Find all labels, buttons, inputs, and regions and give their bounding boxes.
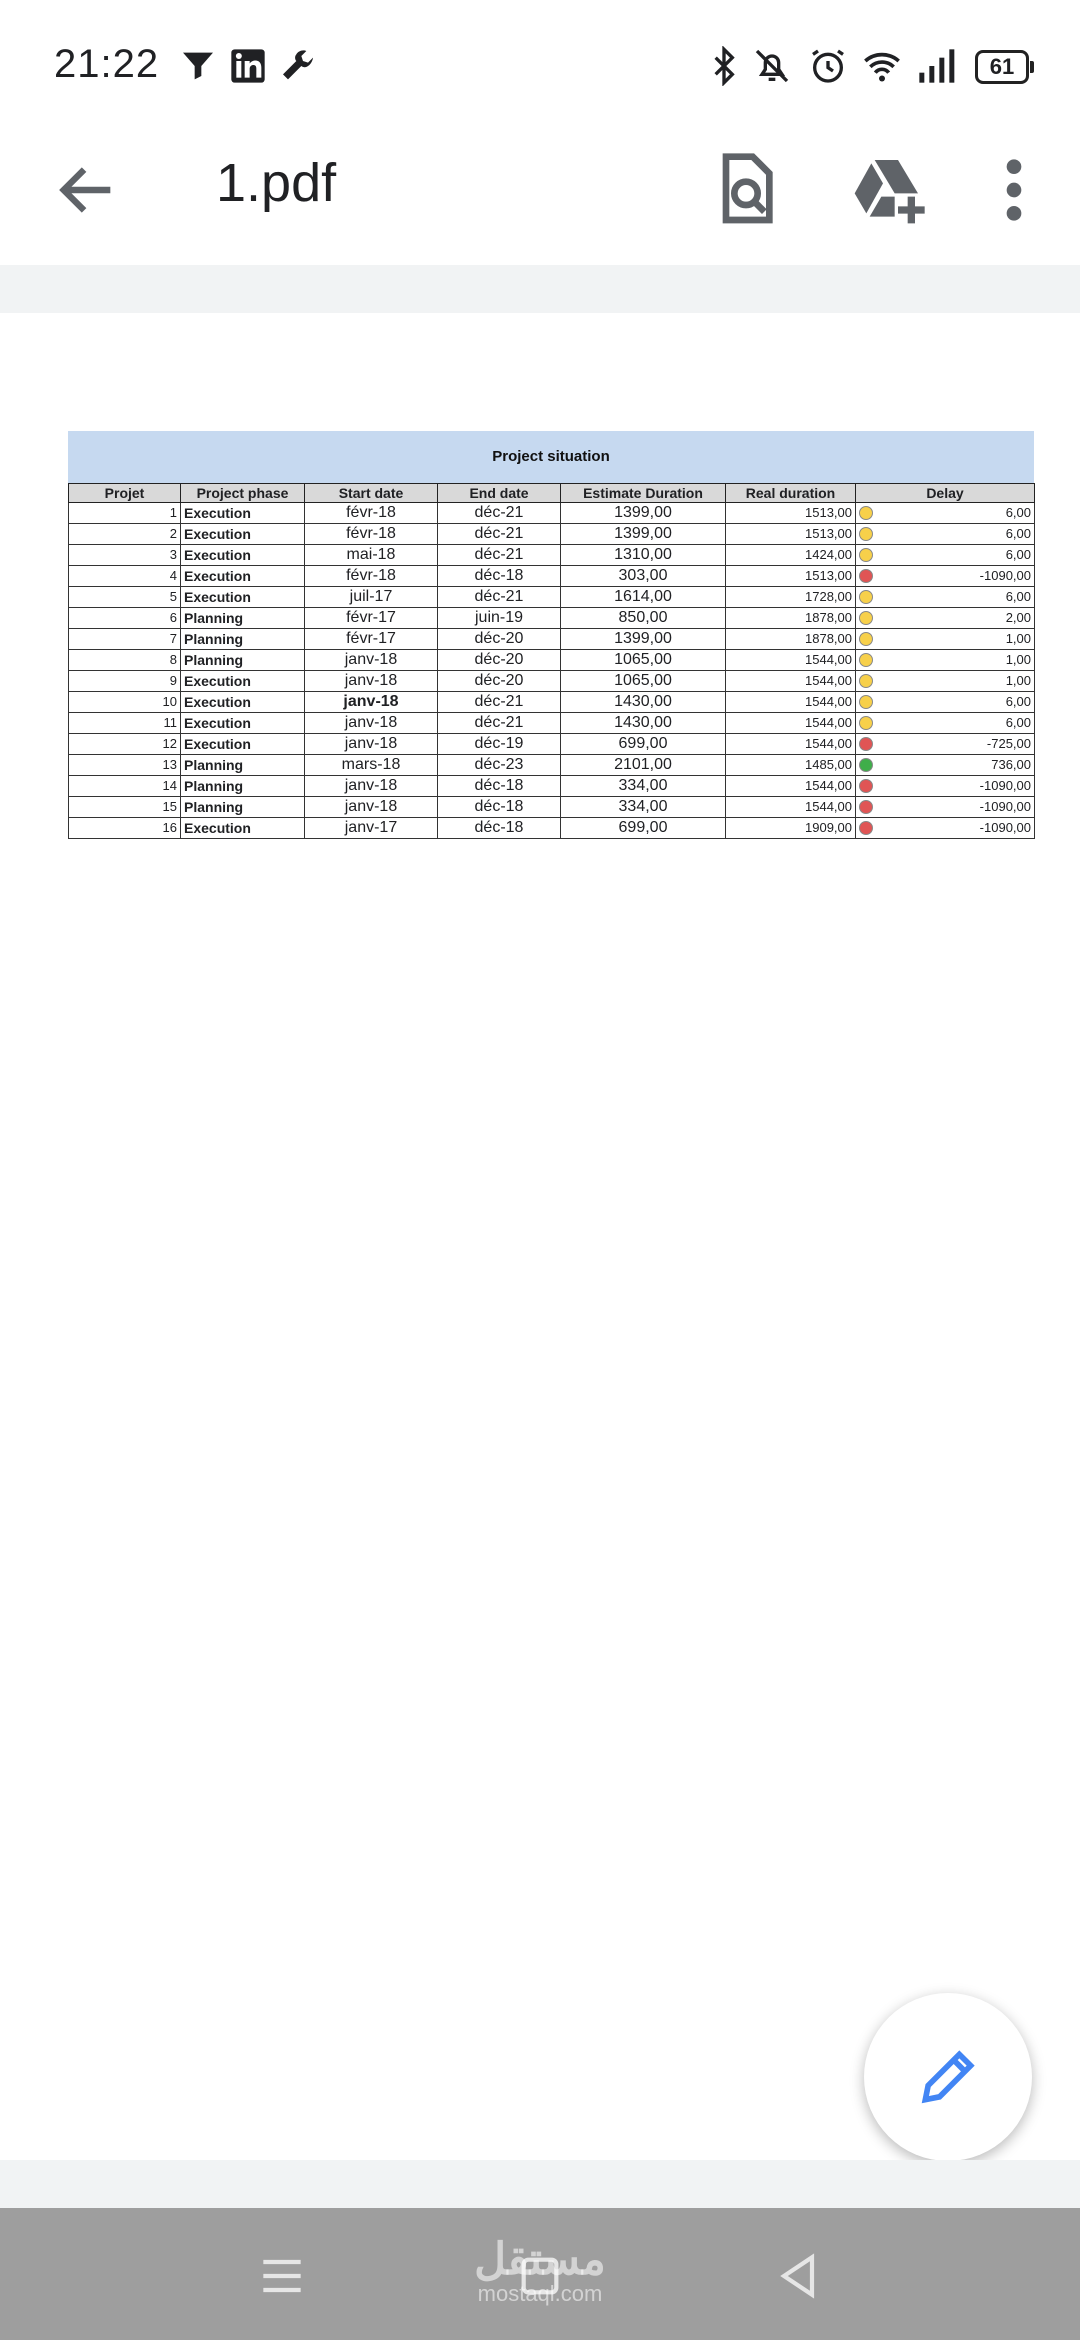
table-row	[69, 734, 1035, 755]
pdf-page	[0, 313, 1080, 2160]
row-delay-cell	[856, 734, 1035, 755]
row-id-cell: 1	[69, 503, 181, 524]
row-real-duration-cell: 1728,00	[726, 587, 856, 608]
col-header-delay: Delay	[856, 484, 1035, 503]
row-phase-cell: Planning	[181, 776, 305, 797]
table-row	[69, 776, 1035, 797]
row-id-cell: 13	[69, 755, 181, 776]
row-id-cell: 11	[69, 713, 181, 734]
row-phase-cell: Planning	[181, 797, 305, 818]
add-to-drive-icon[interactable]	[848, 150, 928, 230]
col-header-phase: Project phase	[181, 484, 305, 503]
row-phase-cell: Execution	[181, 692, 305, 713]
row-phase-cell: Execution	[181, 713, 305, 734]
row-id-cell: 4	[69, 566, 181, 587]
row-phase-cell: Planning	[181, 608, 305, 629]
row-id-cell: 3	[69, 545, 181, 566]
delay-value: 736,00	[991, 757, 1031, 772]
row-real-duration-cell: 1513,00	[726, 503, 856, 524]
row-estimate-cell: 699,00	[561, 818, 726, 839]
row-start-date-cell: janv-18	[305, 671, 438, 692]
status-time: 21:22	[54, 42, 160, 86]
row-estimate-cell: 1065,00	[561, 650, 726, 671]
row-phase-cell: Execution	[181, 524, 305, 545]
row-phase-cell: Execution	[181, 545, 305, 566]
delay-value: 6,00	[1005, 694, 1031, 709]
system-nav-bar	[0, 2208, 1080, 2340]
mostaql-watermark	[470, 2235, 610, 2306]
table-row	[69, 818, 1035, 839]
row-real-duration-cell: 1544,00	[726, 713, 856, 734]
row-start-date-cell: févr-18	[305, 503, 438, 524]
delay-value: 1,00	[1005, 673, 1031, 688]
bluetooth-icon	[704, 46, 744, 86]
row-id-cell: 12	[69, 734, 181, 755]
status-light-icon	[859, 821, 873, 835]
row-end-date-cell: déc-18	[438, 818, 561, 839]
row-end-date-cell: déc-20	[438, 629, 561, 650]
row-delay-cell	[856, 650, 1035, 671]
row-real-duration-cell: 1544,00	[726, 776, 856, 797]
row-end-date-cell: déc-20	[438, 671, 561, 692]
alarm-icon	[808, 46, 848, 86]
delay-value: 1,00	[1005, 652, 1031, 667]
row-phase-cell: Execution	[181, 566, 305, 587]
row-delay-cell	[856, 629, 1035, 650]
row-end-date-cell: déc-21	[438, 503, 561, 524]
row-real-duration-cell: 1878,00	[726, 629, 856, 650]
row-end-date-cell: déc-23	[438, 755, 561, 776]
row-id-cell: 16	[69, 818, 181, 839]
wifi-icon	[862, 46, 902, 86]
row-end-date-cell: déc-18	[438, 797, 561, 818]
row-id-cell: 14	[69, 776, 181, 797]
linkedin-icon	[228, 46, 268, 86]
wrench-icon	[278, 46, 318, 86]
row-start-date-cell: janv-17	[305, 818, 438, 839]
row-end-date-cell: déc-18	[438, 776, 561, 797]
status-light-icon	[859, 695, 873, 709]
row-estimate-cell: 1399,00	[561, 629, 726, 650]
delay-value: 1,00	[1005, 631, 1031, 646]
row-estimate-cell: 1614,00	[561, 587, 726, 608]
menu-icon[interactable]	[254, 2248, 310, 2304]
table-header-row	[69, 484, 1035, 503]
row-id-cell: 2	[69, 524, 181, 545]
status-light-icon	[859, 611, 873, 625]
table-row	[69, 755, 1035, 776]
delay-value: -1090,00	[979, 799, 1031, 814]
row-real-duration-cell: 1544,00	[726, 692, 856, 713]
row-id-cell: 10	[69, 692, 181, 713]
row-delay-cell	[856, 524, 1035, 545]
row-end-date-cell: déc-18	[438, 566, 561, 587]
row-id-cell: 7	[69, 629, 181, 650]
row-delay-cell	[856, 545, 1035, 566]
row-estimate-cell: 850,00	[561, 608, 726, 629]
row-start-date-cell: janv-18	[305, 776, 438, 797]
delay-value: -1090,00	[979, 568, 1031, 583]
row-start-date-cell: févr-17	[305, 608, 438, 629]
row-start-date-cell: mai-18	[305, 545, 438, 566]
col-header-start-date: Start date	[305, 484, 438, 503]
row-delay-cell	[856, 671, 1035, 692]
page-gap-bottom	[0, 2160, 1080, 2208]
row-start-date-cell: janv-18	[305, 692, 438, 713]
row-estimate-cell: 1065,00	[561, 671, 726, 692]
row-estimate-cell: 334,00	[561, 797, 726, 818]
row-id-cell: 8	[69, 650, 181, 671]
back-triangle-icon[interactable]	[770, 2248, 826, 2304]
row-phase-cell: Execution	[181, 671, 305, 692]
row-start-date-cell: févr-17	[305, 629, 438, 650]
delay-value: -725,00	[986, 736, 1031, 751]
row-id-cell: 6	[69, 608, 181, 629]
edit-pencil-icon	[914, 2043, 982, 2111]
delay-value: -1090,00	[979, 778, 1031, 793]
delay-value: 6,00	[1005, 715, 1031, 730]
row-estimate-cell: 699,00	[561, 734, 726, 755]
col-header-end-date: End date	[438, 484, 561, 503]
row-end-date-cell: déc-21	[438, 524, 561, 545]
table-row	[69, 545, 1035, 566]
row-delay-cell	[856, 776, 1035, 797]
row-estimate-cell: 303,00	[561, 566, 726, 587]
status-light-icon	[859, 737, 873, 751]
table-row	[69, 797, 1035, 818]
row-estimate-cell: 2101,00	[561, 755, 726, 776]
status-light-icon	[859, 527, 873, 541]
row-estimate-cell: 1399,00	[561, 503, 726, 524]
delay-value: 2,00	[1005, 610, 1031, 625]
row-end-date-cell: déc-21	[438, 587, 561, 608]
row-phase-cell: Execution	[181, 818, 305, 839]
row-phase-cell: Planning	[181, 629, 305, 650]
row-start-date-cell: janv-18	[305, 734, 438, 755]
search-in-document-icon[interactable]	[706, 150, 786, 230]
status-light-icon	[859, 779, 873, 793]
row-real-duration-cell: 1485,00	[726, 755, 856, 776]
status-light-icon	[859, 548, 873, 562]
back-arrow-icon[interactable]	[52, 155, 122, 225]
row-start-date-cell: févr-18	[305, 524, 438, 545]
watermark-latin: mostaql.com	[477, 2281, 603, 2306]
col-header-estimate-duration: Estimate Duration	[561, 484, 726, 503]
row-end-date-cell: déc-19	[438, 734, 561, 755]
row-delay-cell	[856, 566, 1035, 587]
table-row	[69, 587, 1035, 608]
row-end-date-cell: déc-20	[438, 650, 561, 671]
row-delay-cell	[856, 755, 1035, 776]
row-id-cell: 5	[69, 587, 181, 608]
row-end-date-cell: déc-21	[438, 692, 561, 713]
row-delay-cell	[856, 587, 1035, 608]
row-end-date-cell: juin-19	[438, 608, 561, 629]
status-light-icon	[859, 716, 873, 730]
row-delay-cell	[856, 503, 1035, 524]
filter-icon	[178, 46, 218, 86]
status-light-icon	[859, 506, 873, 520]
row-estimate-cell: 1310,00	[561, 545, 726, 566]
status-light-icon	[859, 800, 873, 814]
row-start-date-cell: juil-17	[305, 587, 438, 608]
row-delay-cell	[856, 713, 1035, 734]
row-real-duration-cell: 1513,00	[726, 524, 856, 545]
table-row	[69, 524, 1035, 545]
status-light-icon	[859, 632, 873, 646]
table-row	[69, 713, 1035, 734]
more-vert-icon[interactable]	[974, 150, 1054, 230]
row-id-cell: 9	[69, 671, 181, 692]
row-real-duration-cell: 1544,00	[726, 797, 856, 818]
row-estimate-cell: 1430,00	[561, 692, 726, 713]
row-real-duration-cell: 1424,00	[726, 545, 856, 566]
row-delay-cell	[856, 608, 1035, 629]
row-real-duration-cell: 1909,00	[726, 818, 856, 839]
row-end-date-cell: déc-21	[438, 545, 561, 566]
mute-icon	[752, 46, 792, 86]
status-light-icon	[859, 569, 873, 583]
row-real-duration-cell: 1544,00	[726, 650, 856, 671]
row-phase-cell: Planning	[181, 650, 305, 671]
row-delay-cell	[856, 818, 1035, 839]
edit-fab-button[interactable]	[864, 1993, 1032, 2161]
row-real-duration-cell: 1544,00	[726, 671, 856, 692]
status-light-icon	[859, 653, 873, 667]
delay-value: -1090,00	[979, 820, 1031, 835]
row-estimate-cell: 1399,00	[561, 524, 726, 545]
row-id-cell: 15	[69, 797, 181, 818]
row-start-date-cell: janv-18	[305, 713, 438, 734]
page-gap-top	[0, 265, 1080, 313]
project-table	[68, 483, 1035, 839]
delay-value: 6,00	[1005, 505, 1031, 520]
row-start-date-cell: févr-18	[305, 566, 438, 587]
row-start-date-cell: mars-18	[305, 755, 438, 776]
status-light-icon	[859, 590, 873, 604]
table-row	[69, 608, 1035, 629]
row-estimate-cell: 1430,00	[561, 713, 726, 734]
row-delay-cell	[856, 797, 1035, 818]
status-light-icon	[859, 674, 873, 688]
table-row	[69, 503, 1035, 524]
col-header-projet: Projet	[69, 484, 181, 503]
document-title: 1.pdf	[216, 153, 337, 213]
watermark-arabic: مستقل	[474, 2235, 606, 2284]
row-estimate-cell: 334,00	[561, 776, 726, 797]
row-real-duration-cell: 1513,00	[726, 566, 856, 587]
table-row	[69, 650, 1035, 671]
row-phase-cell: Execution	[181, 503, 305, 524]
table-row	[69, 629, 1035, 650]
row-phase-cell: Execution	[181, 587, 305, 608]
table-row	[69, 566, 1035, 587]
table-row	[69, 692, 1035, 713]
row-start-date-cell: janv-18	[305, 797, 438, 818]
report-title: Project situation	[68, 431, 1034, 483]
row-phase-cell: Execution	[181, 734, 305, 755]
row-real-duration-cell: 1544,00	[726, 734, 856, 755]
col-header-real-duration: Real duration	[726, 484, 856, 503]
delay-value: 6,00	[1005, 547, 1031, 562]
signal-icon	[916, 46, 956, 86]
row-delay-cell	[856, 692, 1035, 713]
row-end-date-cell: déc-21	[438, 713, 561, 734]
app-bar	[0, 120, 1080, 265]
delay-value: 6,00	[1005, 589, 1031, 604]
project-situation-report	[68, 431, 1034, 839]
status-bar	[0, 0, 1080, 120]
row-phase-cell: Planning	[181, 755, 305, 776]
row-real-duration-cell: 1878,00	[726, 608, 856, 629]
status-light-icon	[859, 758, 873, 772]
delay-value: 6,00	[1005, 526, 1031, 541]
table-row	[69, 671, 1035, 692]
row-start-date-cell: janv-18	[305, 650, 438, 671]
battery-indicator: 61	[975, 50, 1029, 84]
